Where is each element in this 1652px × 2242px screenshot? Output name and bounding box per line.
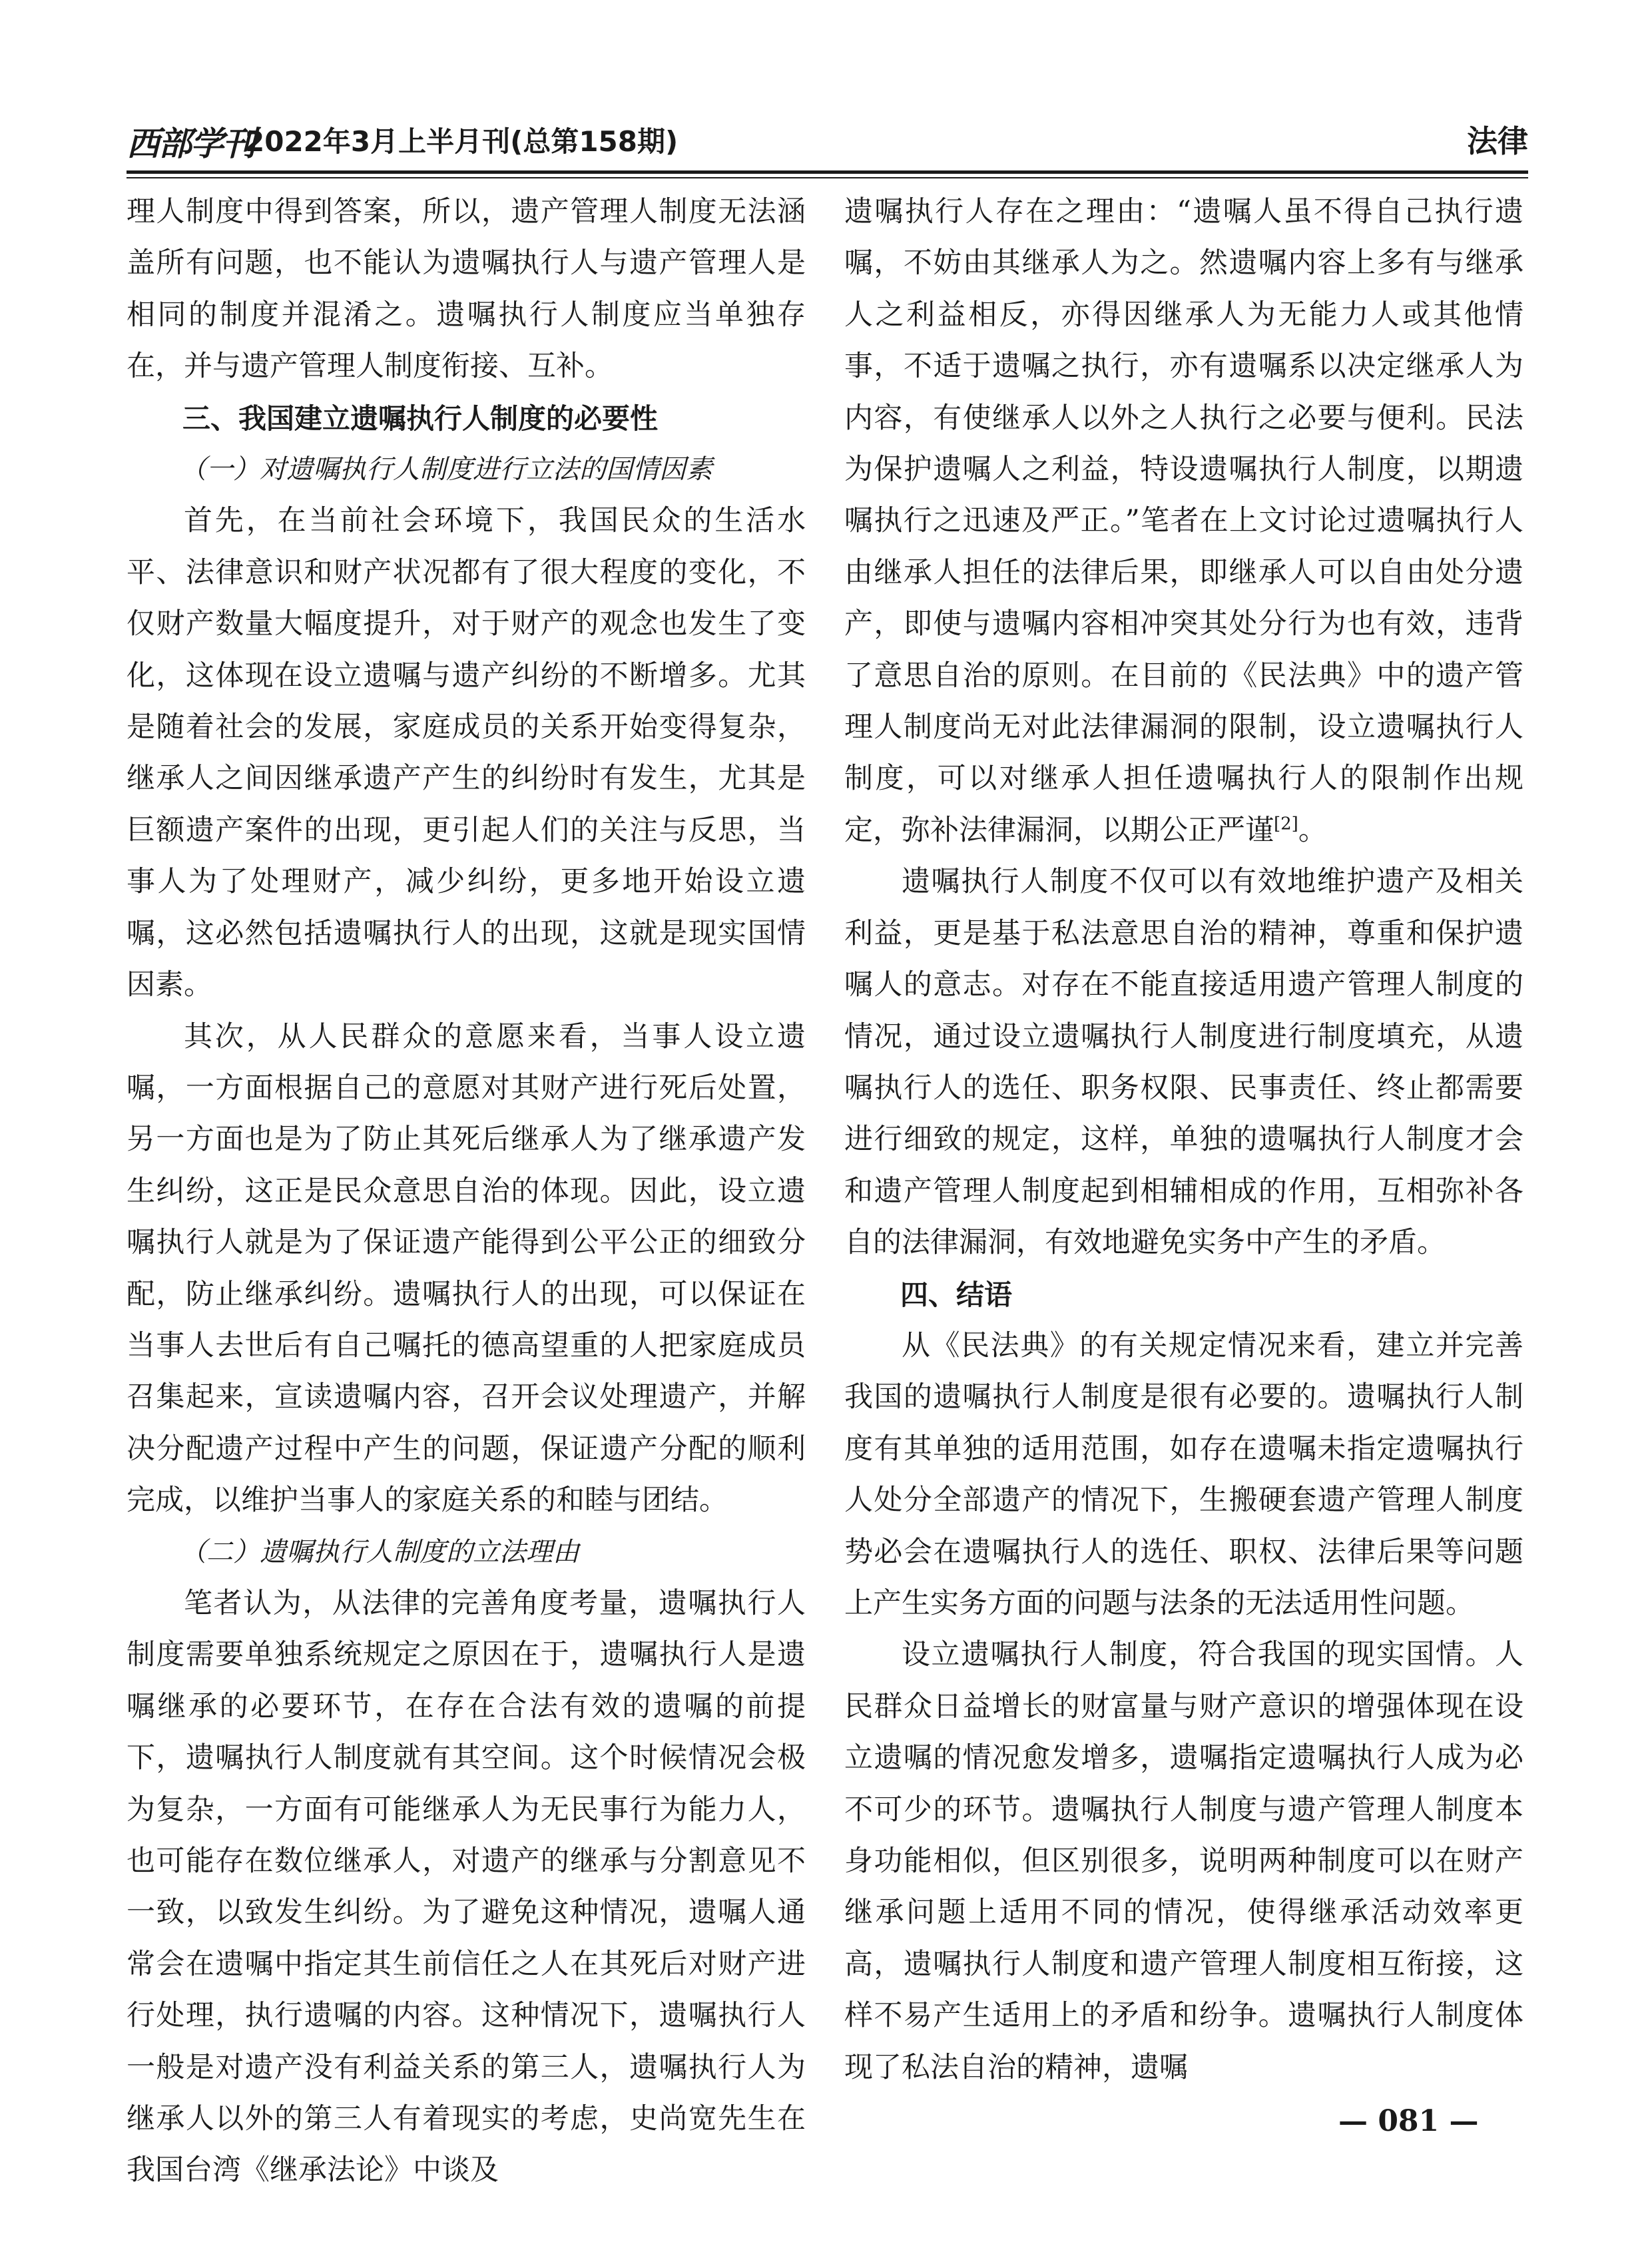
- citation-ref: [2]: [1274, 814, 1298, 834]
- subsection-heading: （二）遗嘱执行人制度的立法理由: [180, 1536, 579, 1567]
- section-heading: 三、我国建立遗嘱执行人制度的必要性: [182, 402, 659, 435]
- left-column: [127, 186, 806, 2197]
- paragraph: 从《民法典》的有关规定情况来看，建立并完善我国的遗嘱执行人制度是很有必要的。遗嘱执行人制度有其单独的适用范围，如存在遗嘱未指定遗嘱执行人处分全部遗产的情况下，生搬硬套遗产管理人制度势必会在遗嘱执行人的选任、职权、法律后果等问题上产生实务方面的问题与法条的无法适用性问题。: [844, 1328, 1523, 1620]
- page-number: — 081 —: [1338, 2104, 1479, 2138]
- paragraph: 理人制度中得到答案，所以，遗产管理人制度无法涵盖所有问题，也不能认为遗嘱执行人与遗产管理人是相同的制度并混淆之。遗嘱执行人制度应当单独存在，并与遗产管理人制度衔接、互补。: [127, 195, 806, 384]
- page-header: [127, 112, 1528, 165]
- journal-logo: 西部学刊: [127, 124, 254, 163]
- journal-issue: 2022年3月上半月刊(总第158期): [245, 125, 679, 158]
- paragraph: 其次，从人民群众的意愿来看，当事人设立遗嘱，一方面根据自己的意愿对其财产进行死后处置，另一方面也是为了防止其死后继承人为了继承遗产发生纠纷，这正是民众意思自治的体现。因此，设立遗嘱执行人就是为了保证遗产能得到公平公正的细致分配，防止继承纠纷。遗嘱执行人的出现，可以保证在当事人去世后有自己嘱托的德高望重的人把家庭成员召集起来，宣读遗嘱内容，召开会议处理遗产，并解决分配遗产过程中产生的问题，保证遗产分配的顺利完成，以维护当事人的家庭关系的和睦与团结。: [127, 1019, 806, 1518]
- right-column: [844, 186, 1523, 2094]
- subsection-heading: （一）对遗嘱执行人制度进行立法的国情因素: [180, 454, 712, 485]
- header-rule-thick: [127, 170, 1528, 174]
- paragraph-text: 遗嘱执行人存在之理由：“遗嘱人虽不得自己执行遗嘱，不妨由其继承人为之。然遗嘱内容上多有与继承人之利益相反，亦得因继承人为无能力人或其他情事，不适于遗嘱之执行，亦有遗嘱系以决定继承人为内容，有使继承人以外之人执行之必要与便利。民法为保护遗嘱人之利益，特设遗嘱执行人制度，以期遗嘱执行之迅速及严正。”笔者在上文讨论过遗嘱执行人由继承人担任的法律后果，即继承人可以自由处分遗产，即使与遗嘱内容相冲突其处分行为也有效，违背了意思自治的原则。在目前的《民法典》中的遗产管理人制度尚无对此法律漏洞的限制，设立遗嘱执行人制度，可以对继承人担任遗嘱执行人的限制作出规定，弥补法律漏洞，以期公正严谨: [844, 195, 1523, 847]
- section-tag: 法律: [1467, 123, 1528, 159]
- paragraph: 首先，在当前社会环境下，我国民众的生活水平、法律意识和财产状况都有了很大程度的变化，不仅财产数量大幅度提升，对于财产的观念也发生了变化，这体现在设立遗嘱与遗产纠纷的不断增多。尤其是随着社会的发展，家庭成员的关系开始变得复杂，继承人之间因继承遗产产生的纠纷时有发生，尤其是巨额遗产案件的出现，更引起人们的关注与反思，当事人为了处理财产，减少纠纷，更多地开始设立遗嘱，这必然包括遗嘱执行人的出现，这就是现实国情因素。: [127, 504, 806, 1002]
- paragraph: [844, 186, 1523, 856]
- paragraph: 遗嘱执行人制度不仅可以有效地维护遗产及相关利益，更是基于私法意思自治的精神，尊重和保护遗嘱人的意志。对存在不能直接适用遗产管理人制度的情况，通过设立遗嘱执行人制度进行制度填充，从遗嘱执行人的选任、职务权限、民事责任、终止都需要进行细致的规定，这样，单独的遗嘱执行人制度才会和遗产管理人制度起到相辅相成的作用，互相弥补各自的法律漏洞，有效地避免实务中产生的矛盾。: [844, 865, 1523, 1260]
- header-rule-thin: [127, 177, 1528, 178]
- section-heading: 四、结语: [900, 1278, 1013, 1311]
- paragraph: 设立遗嘱执行人制度，符合我国的现实国情。人民群众日益增长的财富量与财产意识的增强体现在设立遗嘱的情况愈发增多，遗嘱指定遗嘱执行人成为必不可少的环节。遗嘱执行人制度与遗产管理人制度本身功能相似，但区别很多，说明两种制度可以在财产继承问题上适用不同的情况，使得继承活动效率更高，遗嘱执行人制度和遗产管理人制度相互衔接，这样不易产生适用上的矛盾和纷争。遗嘱执行人制度体现了私法自治的精神，遗嘱: [844, 1638, 1523, 2084]
- paragraph-end: 。: [1298, 813, 1327, 847]
- paragraph: 笔者认为，从法律的完善角度考量，遗嘱执行人制度需要单独系统规定之原因在于，遗嘱执行人是遗嘱继承的必要环节，在存在合法有效的遗嘱的前提下，遗嘱执行人制度就有其空间。这个时候情况会极为复杂，一方面有可能继承人为无民事行为能力人，也可能存在数位继承人，对遗产的继承与分割意见不一致，以致发生纠纷。为了避免这种情况，遗嘱人通常会在遗嘱中指定其生前信任之人在其死后对财产进行处理，执行遗嘱的内容。这种情况下，遗嘱执行人一般是对遗产没有利益关系的第三人，遗嘱执行人为继承人以外的第三人有着现实的考虑，史尚宽先生在我国台湾《继承法论》中谈及: [127, 1586, 806, 2187]
